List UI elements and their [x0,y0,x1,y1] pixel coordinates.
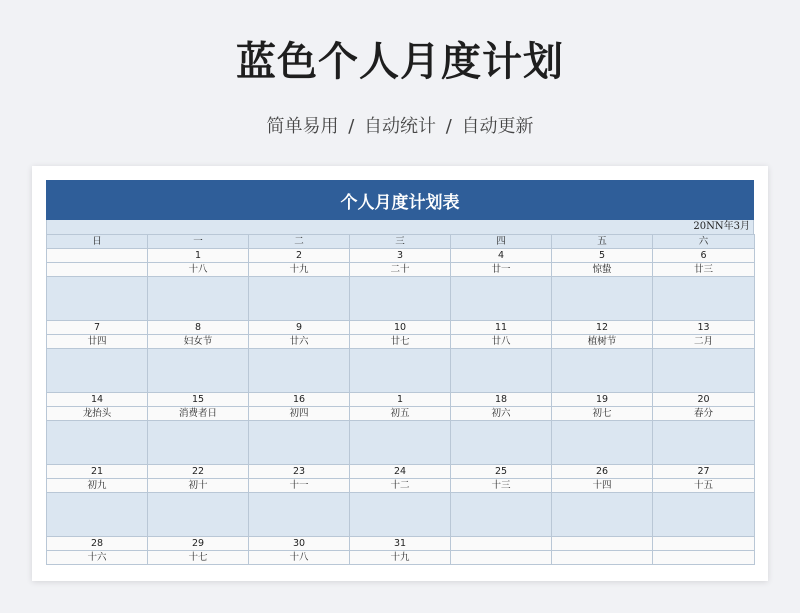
day-number-row [47,321,755,335]
weekday-header-row [47,235,755,249]
day-number-cell: 8 [148,321,249,335]
plan-cell[interactable] [653,493,755,537]
day-number-cell: 10 [350,321,451,335]
plan-cell[interactable] [148,349,249,393]
plan-cell[interactable] [451,493,552,537]
plan-cell[interactable] [552,421,653,465]
day-number-cell: 14 [47,393,148,407]
plan-cell[interactable] [47,493,148,537]
plan-cell[interactable] [249,349,350,393]
plan-cell[interactable] [350,277,451,321]
lunar-date-cell: 十一 [249,479,350,493]
lunar-date-row [47,479,755,493]
day-number-cell [451,537,552,551]
day-number-cell: 1 [350,393,451,407]
lunar-date-cell: 春分 [653,407,755,421]
plan-cell[interactable] [451,421,552,465]
day-number-cell: 9 [249,321,350,335]
lunar-date-cell: 十六 [47,551,148,565]
lunar-date-cell [653,551,755,565]
lunar-date-cell: 十七 [148,551,249,565]
day-number-cell: 31 [350,537,451,551]
lunar-date-row [47,263,755,277]
day-number-cell: 7 [47,321,148,335]
plan-row [47,493,755,537]
lunar-date-row [47,335,755,349]
lunar-date-cell: 植树节 [552,335,653,349]
lunar-date-cell: 初六 [451,407,552,421]
plan-row [47,277,755,321]
lunar-date-cell: 十三 [451,479,552,493]
day-number-cell: 23 [249,465,350,479]
lunar-date-cell: 十五 [653,479,755,493]
weekday-mon: 一 [148,235,249,249]
lunar-date-cell: 廿八 [451,335,552,349]
plan-cell[interactable] [653,349,755,393]
day-number-cell: 13 [653,321,755,335]
day-number-row [47,249,755,263]
day-number-cell: 6 [653,249,755,263]
calendar-sheet [32,166,768,581]
day-number-cell [47,249,148,263]
plan-cell[interactable] [148,421,249,465]
weekday-thu: 四 [451,235,552,249]
day-number-cell: 30 [249,537,350,551]
day-number-cell: 18 [451,393,552,407]
page-subtitle: 简单易用 / 自动统计 / 自动更新 [266,116,534,137]
calendar-banner: 个人月度计划表 [46,180,754,220]
day-number-cell [653,537,755,551]
plan-cell[interactable] [249,421,350,465]
day-number-row [47,537,755,551]
plan-cell[interactable] [451,349,552,393]
lunar-date-cell [451,551,552,565]
plan-cell[interactable] [552,349,653,393]
lunar-date-cell: 惊蛰 [552,263,653,277]
plan-row [47,349,755,393]
day-number-cell: 26 [552,465,653,479]
day-number-cell: 16 [249,393,350,407]
day-number-cell: 25 [451,465,552,479]
day-number-cell: 22 [148,465,249,479]
day-number-cell: 21 [47,465,148,479]
lunar-date-cell: 十九 [350,551,451,565]
day-number-cell: 4 [451,249,552,263]
lunar-date-cell: 十八 [249,551,350,565]
weekday-fri: 五 [552,235,653,249]
plan-cell[interactable] [350,421,451,465]
lunar-date-cell: 初七 [552,407,653,421]
day-number-cell: 15 [148,393,249,407]
plan-cell[interactable] [47,349,148,393]
plan-cell[interactable] [653,421,755,465]
day-number-cell: 5 [552,249,653,263]
plan-cell[interactable] [148,493,249,537]
day-number-cell: 28 [47,537,148,551]
day-number-row [47,393,755,407]
weekday-wed: 三 [350,235,451,249]
plan-cell[interactable] [451,277,552,321]
lunar-date-cell: 十八 [148,263,249,277]
lunar-date-cell [47,263,148,277]
lunar-date-row [47,551,755,565]
lunar-date-cell: 十四 [552,479,653,493]
calendar-grid [46,234,755,565]
lunar-date-cell: 廿三 [653,263,755,277]
day-number-cell: 19 [552,393,653,407]
lunar-date-cell: 初五 [350,407,451,421]
weekday-tue: 二 [249,235,350,249]
lunar-date-cell: 消费者日 [148,407,249,421]
lunar-date-cell: 十九 [249,263,350,277]
lunar-date-cell: 廿七 [350,335,451,349]
day-number-cell: 27 [653,465,755,479]
day-number-cell: 2 [249,249,350,263]
day-number-row [47,465,755,479]
plan-cell[interactable] [552,277,653,321]
lunar-date-cell: 二月 [653,335,755,349]
lunar-date-cell: 十二 [350,479,451,493]
lunar-date-cell: 廿四 [47,335,148,349]
plan-row [47,421,755,465]
lunar-date-cell: 廿六 [249,335,350,349]
weekday-sun: 日 [47,235,148,249]
day-number-cell: 29 [148,537,249,551]
plan-cell[interactable] [47,421,148,465]
plan-cell[interactable] [552,493,653,537]
lunar-date-cell: 初九 [47,479,148,493]
weekday-sat: 六 [653,235,755,249]
lunar-date-row [47,407,755,421]
day-number-cell: 11 [451,321,552,335]
day-number-cell: 3 [350,249,451,263]
day-number-cell [552,537,653,551]
lunar-date-cell: 初四 [249,407,350,421]
plan-cell[interactable] [350,349,451,393]
page-title: 蓝色个人月度计划 [236,39,564,85]
plan-cell[interactable] [47,277,148,321]
lunar-date-cell: 妇女节 [148,335,249,349]
day-number-cell: 1 [148,249,249,263]
lunar-date-cell [552,551,653,565]
lunar-date-cell: 二十 [350,263,451,277]
month-label: 20NN年3月 [693,221,750,232]
day-number-cell: 12 [552,321,653,335]
day-number-cell: 20 [653,393,755,407]
plan-cell[interactable] [249,493,350,537]
lunar-date-cell: 龙抬头 [47,407,148,421]
plan-cell[interactable] [249,277,350,321]
plan-cell[interactable] [350,493,451,537]
plan-cell[interactable] [148,277,249,321]
day-number-cell: 24 [350,465,451,479]
plan-cell[interactable] [653,277,755,321]
lunar-date-cell: 初十 [148,479,249,493]
lunar-date-cell: 廿一 [451,263,552,277]
date-row [46,220,754,234]
